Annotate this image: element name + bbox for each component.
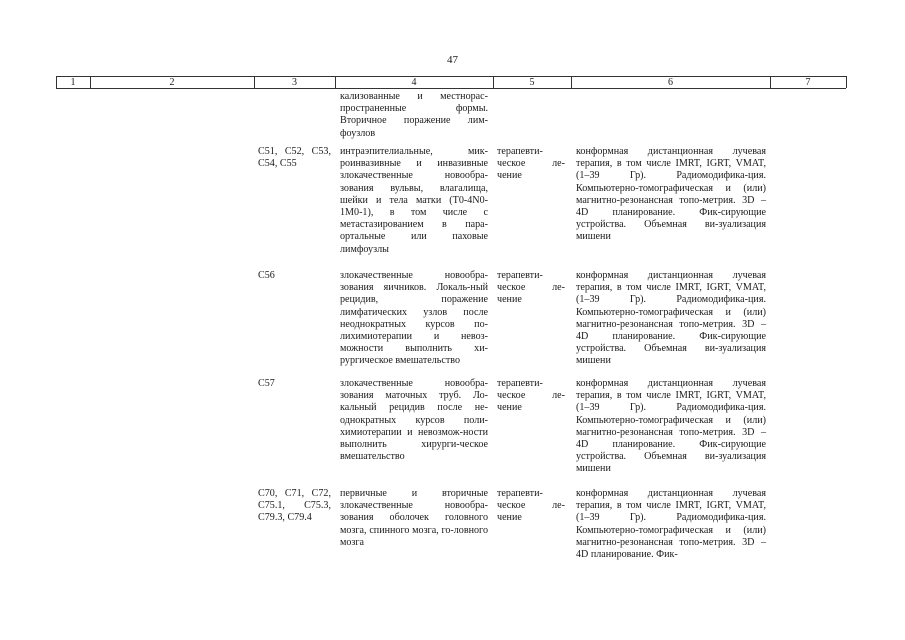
header-divider — [846, 76, 847, 88]
row-method: конформная дистанционная лучевая терапия, в том числе IMRT, IGRT, VMAT, (1–39 Гр). Радиомодифика-ция. Компьютерно-томографическая и (или) магнитно-резонансная топо-метрия. 3D – 4D планирование. Фик-сирующие устройства. Объемная ви-зуализация мишени — [576, 378, 766, 475]
column-number: 5 — [529, 77, 535, 88]
row-description: первичные и вторичные злокачественные новообра-зования оболочек головного мозга, спинного мозга, го-ловного мозга — [340, 488, 488, 548]
column-number: 1 — [70, 77, 76, 88]
row-treatment: терапевти-ческое ле-чение — [497, 378, 565, 414]
row-description: злокачественные новообра-зования маточных труб. Ло-кальный рецидив после не-однократных курсов поли-химиотерапии и невозмож-ности выполнить хирурги-ческое вмешательство — [340, 378, 488, 463]
row-method: конформная дистанционная лучевая терапия, в том числе IMRT, IGRT, VMAT, (1–39 Гр). Радиомодифика-ция. Компьютерно-томографическая и (или) магнитно-резонансная топо-метрия. 3D – 4D планирование. Фик- — [576, 488, 766, 561]
row-method: конформная дистанционная лучевая терапия, в том числе IMRT, IGRT, VMAT, (1–39 Гр). Радиомодифика-ция. Компьютерно-томографическая и (или) магнитно-резонансная топо-метрия. 3D – 4D планирование. Фик-сирующие устройства. Объемная ви-зуализация мишени — [576, 146, 766, 243]
row-description: злокачественные новообра-зования яичников. Локаль-ный рецидив, поражение лимфатических узлов после неоднократных курсов по-лихимиотерапии и невоз-можности выполнить хи-рургическое вмешательство — [340, 270, 488, 367]
row-codes: C57 — [258, 378, 275, 389]
column-number: 6 — [668, 77, 673, 88]
table-header-top-rule — [56, 76, 846, 77]
table-header-bottom-rule — [56, 88, 846, 89]
column-number: 7 — [805, 77, 811, 88]
row-description: интраэпителиальные, мик-роинвазивные и инвазивные злокачественные новообра-зования вульвы, влагалища, шейки и тела матки (T0-4N0-1M0-1), в том числе с метастазированием в пара-ортальные или паховые лимфоузлы — [340, 146, 488, 255]
row-treatment: терапевти-ческое ле-чение — [497, 270, 565, 306]
row-codes: C51, C52, C53, C54, C55 — [258, 146, 331, 170]
row-codes: C56 — [258, 270, 275, 281]
row-codes: C70, C71, C72, C75.1, C75.3, C79.3, C79.4 — [258, 488, 331, 524]
row-method: конформная дистанционная лучевая терапия, в том числе IMRT, IGRT, VMAT, (1–39 Гр). Радиомодифика-ция. Компьютерно-томографическая и (или) магнитно-резонансная топо-метрия. 3D – 4D планирование. Фик-сирующие устройства. Объемная ви-зуализация мишени — [576, 270, 766, 367]
column-number: 2 — [169, 77, 175, 88]
column-number: 4 — [411, 77, 417, 88]
row-treatment: терапевти-ческое ле-чение — [497, 146, 565, 182]
row-treatment: терапевти-ческое ле-чение — [497, 488, 565, 524]
continuation-description: кализованные и местнорас-пространенные формы. Вторичное поражение лим-фоузлов — [340, 91, 488, 139]
column-number: 3 — [292, 77, 297, 88]
page-number: 47 — [447, 54, 458, 66]
